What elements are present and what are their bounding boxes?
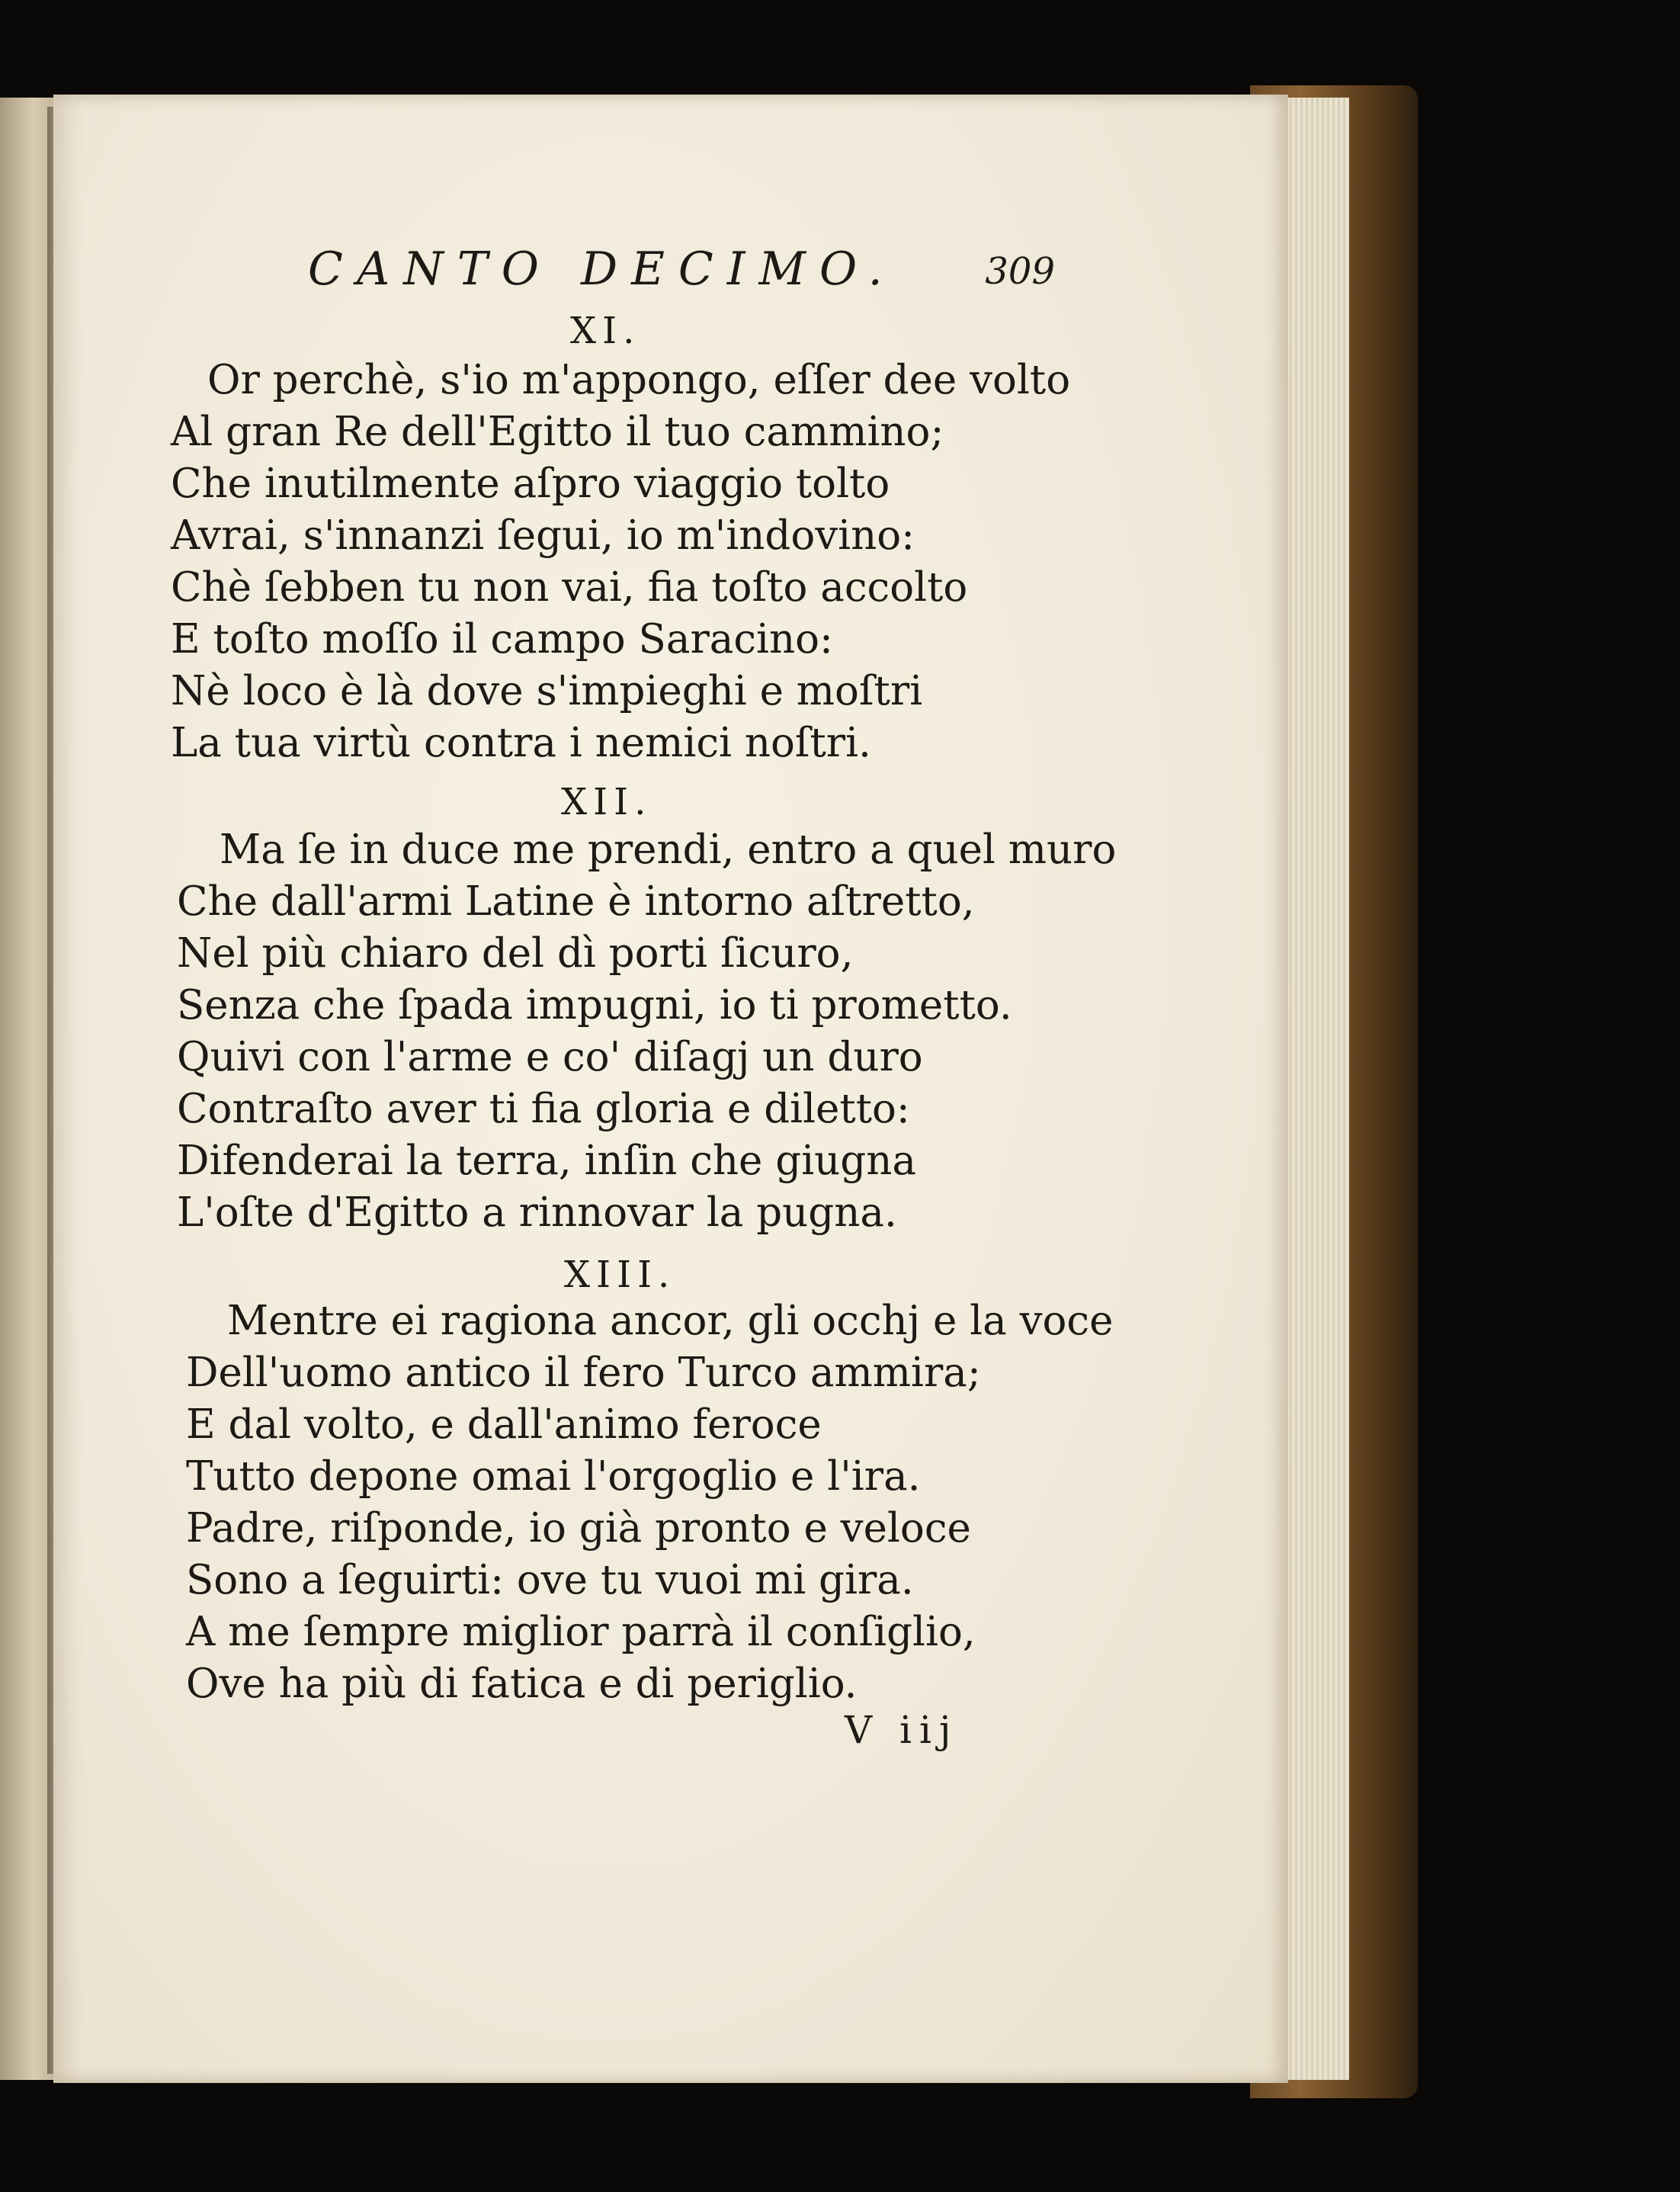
verse-line: Avrai, s'innanzi ſegui, io m'indovino: (171, 512, 915, 559)
verse-line: E toſto moſſo il campo Saracino: (171, 616, 833, 663)
running-head (308, 242, 1055, 303)
verse-line: Sono a ſeguirti: ove tu vuoi mi gira. (186, 1557, 914, 1603)
stanza-number: XIII. (564, 1253, 676, 1296)
verse-line: Tutto depone omai l'orgoglio e l'ira. (186, 1453, 921, 1500)
page-number: 309 (985, 250, 1055, 293)
verse-line: Che dall'armi Latine è intorno aſtretto, (177, 878, 975, 925)
running-title: CANTO DECIMO. (308, 242, 896, 296)
verse-line: Che inutilmente aſpro viaggio tolto (171, 461, 890, 507)
verse-line: Mentre ei ragiona ancor, gli occhj e la voce (227, 1298, 1114, 1344)
verse-line: E dal volto, e dall'animo feroce (186, 1401, 822, 1448)
signature-mark: V iij (845, 1708, 959, 1752)
verse-line: Or perchè, s'io m'appongo, eſſer dee volto (207, 357, 1071, 403)
verse-line: Contraſto aver ti fia gloria e diletto: (177, 1086, 910, 1132)
stanza-number: XI. (570, 310, 641, 352)
verse-line: Quivi con l'arme e co' diſagj un duro (177, 1034, 923, 1080)
verse-line: Al gran Re dell'Egitto il tuo cammino; (171, 409, 944, 455)
verse-line: A me ſempre miglior parrà il conſiglio, (186, 1609, 976, 1655)
verse-line: Dell'uomo antico il fero Turco ammira; (186, 1350, 981, 1396)
verse-line: Padre, riſponde, io già pronto e veloce (186, 1505, 971, 1552)
verse-line: Senza che ſpada impugni, io ti prometto. (177, 982, 1012, 1029)
verse-line: La tua virtù contra i nemici noſtri. (171, 720, 871, 766)
verse-line: Ma ſe in duce me prendi, entro a quel muro (220, 826, 1117, 873)
verse-line: Chè ſebben tu non vai, fia toſto accolto (171, 564, 968, 611)
stanza-number: XII. (561, 781, 652, 823)
verse-line: L'oſte d'Egitto a rinnovar la pugna. (177, 1189, 897, 1236)
verse-line: Nel più chiaro del dì porti ſicuro, (177, 930, 854, 977)
verse-line: Nè loco è là dove s'impieghi e moſtri (171, 668, 923, 714)
verse-line: Ove ha più di fatica e di periglio. (186, 1661, 858, 1707)
verse-line: Difenderai la terra, inſin che giugna (177, 1138, 916, 1184)
